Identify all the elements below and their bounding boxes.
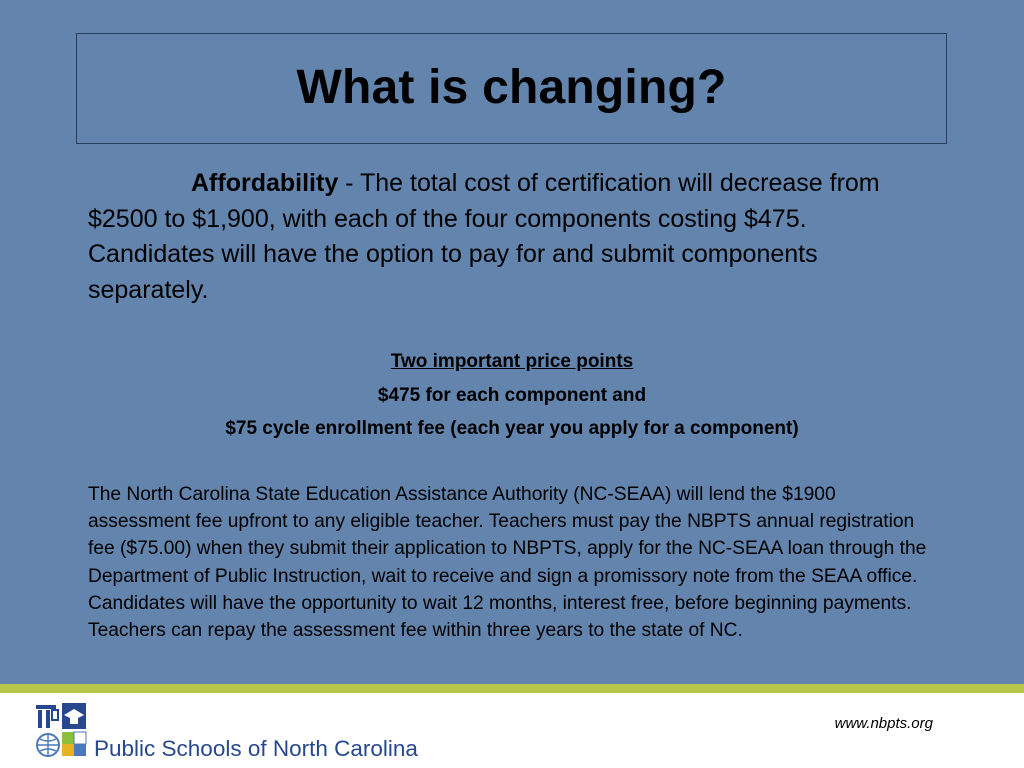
price-points	[76, 347, 948, 448]
price-point-component: $475 for each component and	[377, 384, 647, 406]
slide-title: What is changing?	[296, 61, 727, 114]
logo-text: Public Schools of North Carolina	[94, 736, 418, 761]
school-building-icon	[34, 703, 60, 729]
price-points-heading: Two important price points	[390, 351, 634, 372]
price-point-enrollment: $75 cycle enrollment fee (each year you apply for a component)	[225, 418, 799, 439]
graduation-cap-icon	[62, 703, 86, 729]
title-box	[76, 33, 947, 144]
loan-paragraph: The North Carolina State Education Assistance Authority (NC-SEAA) will lend the $1900 assessment fee upfront to any eligible teacher. Teachers must pay the NBPTS annual registration fee ($75.00) when they submit their application to NBPTS, apply for the NC-SEAA loan through the Department of Public Instruction, wait to receive and sign a promissory note from the SEAA office. Candidates will have the opportunity to wait 12 months, interest free, before beginning payments. Teachers can repay the assessment fee within three years to the state of NC.	[88, 484, 927, 642]
globe-icon	[37, 734, 59, 756]
footer-accent-bar	[0, 684, 1024, 693]
website-url[interactable]: www.nbpts.org	[834, 715, 933, 732]
affordability-label: Affordability	[191, 169, 339, 197]
affordability-paragraph	[88, 166, 938, 308]
color-blocks-icon	[62, 732, 86, 756]
affordability-text: - The total cost of certification will decrease from $2500 to $1,900, with each of the four components costing $475. Candidates will have the option to pay for and submit components separately.	[88, 169, 880, 304]
